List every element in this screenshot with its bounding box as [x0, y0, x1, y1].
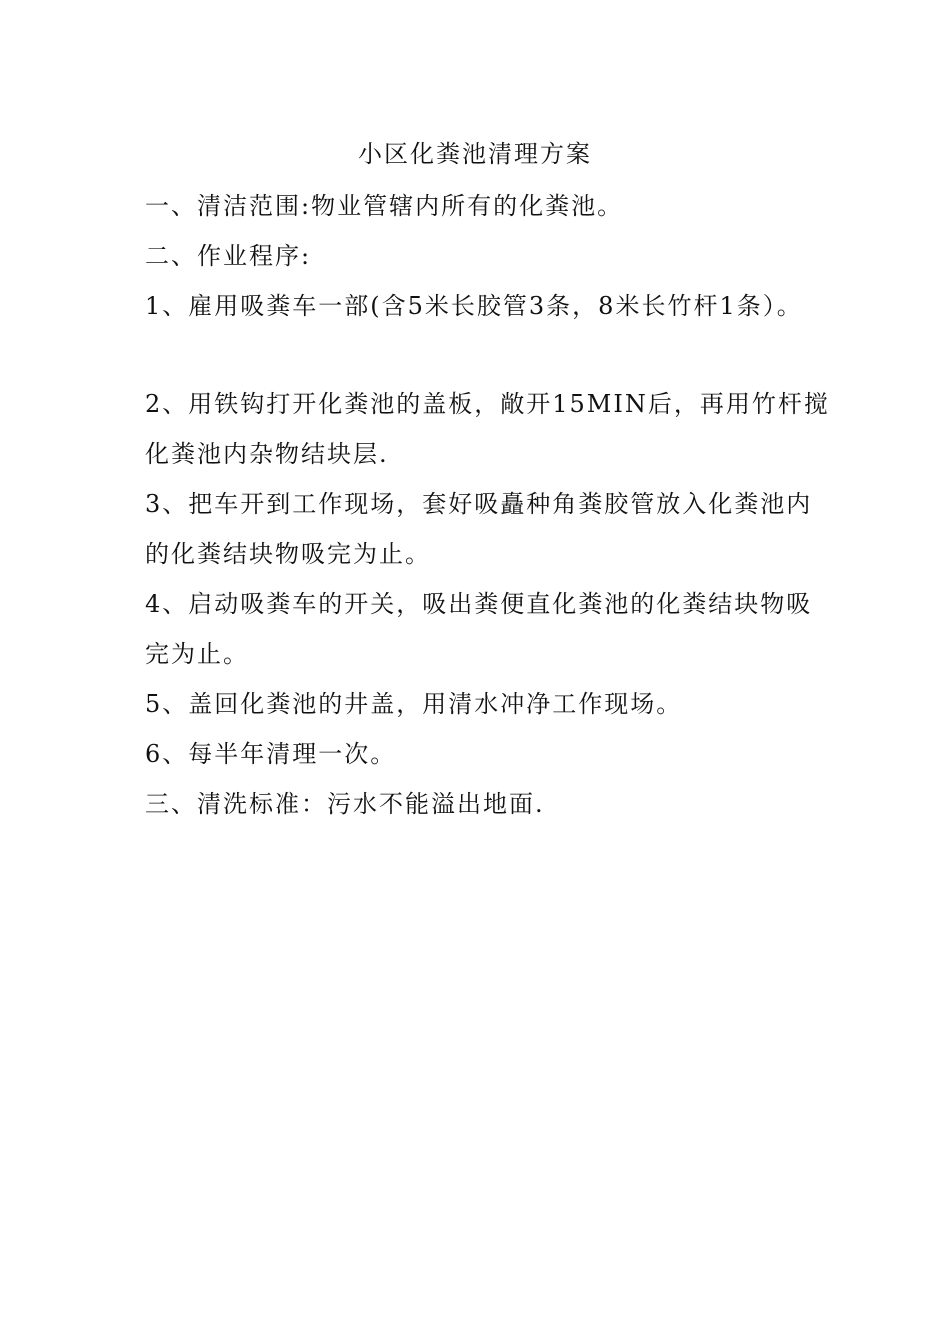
procedure-step-2: 2、用铁钩打开化粪池的盖板，敞开15MIN后，再用竹杆搅	[145, 390, 830, 418]
procedure-step-3-continued: 的化粪结块物吸完为止。	[145, 540, 431, 568]
section-cleaning-scope: 一、清洁范围:物业管辖内所有的化粪池。	[145, 192, 624, 220]
procedure-step-4: 4、启动吸粪车的开关，吸出粪便直化粪池的化粪结块物吸	[145, 590, 813, 618]
procedure-step-1: 1、雇用吸粪车一部(含5米长胶管3条，8米长竹杆1条）。	[145, 292, 803, 320]
procedure-step-6: 6、每半年清理一次。	[145, 740, 397, 768]
section-work-procedure: 二、作业程序:	[145, 242, 312, 270]
procedure-step-5: 5、盖回化粪池的井盖，用清水冲净工作现场。	[145, 690, 683, 718]
document-title: 小区化粪池清理方案	[358, 140, 592, 168]
procedure-step-3: 3、把车开到工作现场，套好吸矗种角粪胶管放入化粪池内	[145, 490, 813, 518]
procedure-step-2-continued: 化粪池内杂物结块层.	[145, 440, 389, 468]
section-cleaning-standard: 三、清洗标准：污水不能溢出地面.	[145, 790, 545, 818]
procedure-step-4-continued: 完为止。	[145, 640, 249, 668]
